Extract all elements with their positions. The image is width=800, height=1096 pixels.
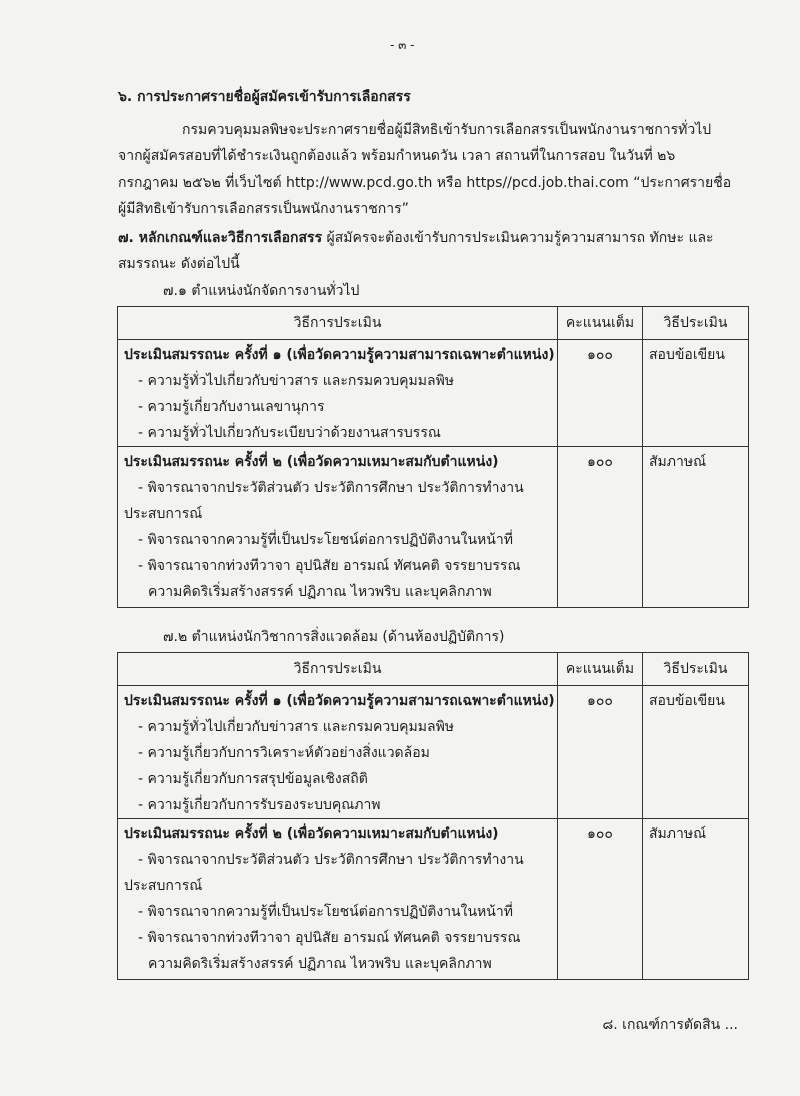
- row-item: ประสบการณ์: [124, 506, 203, 522]
- section-6-heading: ๖. การประกาศรายชื่อผู้สมัครเข้ารับการเลือกสรร: [118, 89, 411, 105]
- row-item: ความคิดริเริ่มสร้างสรรค์ ปฏิภาณ ไหวพริบ และบุคลิกภาพ: [148, 956, 492, 972]
- row-method: สัมภาษณ์: [649, 826, 707, 842]
- row-method: สอบข้อเขียน: [649, 347, 725, 363]
- table-header-row: [118, 653, 749, 686]
- section-7-text: ผู้สมัครจะต้องเข้ารับการประเมินความรู้ความสามารถ ทักษะ และ: [322, 230, 714, 246]
- section-7-line: สมรรถนะ ดังต่อไปนี้: [118, 256, 240, 272]
- table-header-row: [118, 307, 749, 340]
- table-7-2: [117, 652, 749, 980]
- section-6-line: จากผู้สมัครสอบที่ได้ชำระเงินถูกต้องแล้ว พร้อมกำหนดวัน เวลา สถานที่ในการสอบ ในวันที่ ๒๖: [118, 148, 676, 164]
- row-item: - พิจารณาจากท่วงทีวาจา อุปนิสัย อารมณ์ ทัศนคติ จรรยาบรรณ: [138, 558, 521, 574]
- row-item: - ความรู้ทั่วไปเกี่ยวกับข่าวสาร และกรมควบคุมมลพิษ: [138, 719, 455, 735]
- header-type: วิธีประเมิน: [643, 653, 749, 686]
- table-row: [118, 819, 749, 980]
- row-item: ความคิดริเริ่มสร้างสรรค์ ปฏิภาณ ไหวพริบ และบุคลิกภาพ: [148, 584, 492, 600]
- next-section-note: ๘. เกณฑ์การตัดสิน ...: [602, 1017, 738, 1033]
- section-6-line: กรกฎาคม ๒๕๖๒ ที่เว็บไซต์ http://www.pcd.go.th หรือ https//pcd.job.thai.com “ประกาศรายชื่อ: [118, 175, 732, 191]
- row-item: - ความรู้ทั่วไปเกี่ยวกับระเบียบว่าด้วยงานสารบรรณ: [138, 425, 441, 441]
- header-type: วิธีประเมิน: [643, 307, 749, 340]
- row-item: ประสบการณ์: [124, 878, 203, 894]
- row-item: - ความรู้เกี่ยวกับการสรุปข้อมูลเชิงสถิติ: [138, 771, 368, 787]
- header-method: วิธีการประเมิน: [118, 653, 558, 686]
- row-item: - ความรู้ทั่วไปเกี่ยวกับข่าวสาร และกรมควบคุมมลพิษ: [138, 373, 455, 389]
- row-score: ๑๐๐: [587, 826, 613, 842]
- row-item: - พิจารณาจากความรู้ที่เป็นประโยชน์ต่อการปฏิบัติงานในหน้าที่: [138, 904, 513, 920]
- section-7-intro: [118, 225, 714, 252]
- header-score: คะแนนเต็ม: [558, 307, 643, 340]
- table-row: [118, 340, 749, 447]
- row-item: - พิจารณาจากประวัติส่วนตัว ประวัติการศึกษา ประวัติการทำงาน: [138, 480, 524, 496]
- row-item: - พิจารณาจากท่วงทีวาจา อุปนิสัย อารมณ์ ทัศนคติ จรรยาบรรณ: [138, 930, 521, 946]
- header-score: คะแนนเต็ม: [558, 653, 643, 686]
- row-method: สัมภาษณ์: [649, 454, 707, 470]
- row-item: - พิจารณาจากประวัติส่วนตัว ประวัติการศึกษา ประวัติการทำงาน: [138, 852, 524, 868]
- row-title: ประเมินสมรรถนะ ครั้งที่ ๑ (เพื่อวัดความรู้ความสามารถเฉพาะตำแหน่ง): [124, 347, 555, 363]
- row-score: ๑๐๐: [587, 693, 613, 709]
- table-row: [118, 447, 749, 608]
- row-title: ประเมินสมรรถนะ ครั้งที่ ๒ (เพื่อวัดความเหมาะสมกับตำแหน่ง): [124, 826, 499, 842]
- table-row: [118, 686, 749, 819]
- header-method: วิธีการประเมิน: [118, 307, 558, 340]
- row-item: - พิจารณาจากความรู้ที่เป็นประโยชน์ต่อการปฏิบัติงานในหน้าที่: [138, 532, 513, 548]
- row-item: - ความรู้เกี่ยวกับการวิเคราะห์ตัวอย่างสิ่งแวดล้อม: [138, 745, 430, 761]
- row-score: ๑๐๐: [587, 454, 613, 470]
- table-7-1: [117, 306, 749, 608]
- row-method: สอบข้อเขียน: [649, 693, 725, 709]
- row-title: ประเมินสมรรถนะ ครั้งที่ ๑ (เพื่อวัดความรู้ความสามารถเฉพาะตำแหน่ง): [124, 693, 555, 709]
- page-number: - ๓ -: [390, 38, 415, 52]
- section-6-line: กรมควบคุมมลพิษจะประกาศรายชื่อผู้มีสิทธิเข้ารับการเลือกสรรเป็นพนักงานราชการทั่วไป: [182, 122, 712, 138]
- section-6-line: ผู้มีสิทธิเข้ารับการเลือกสรรเป็นพนักงานราชการ”: [118, 201, 409, 217]
- row-item: - ความรู้เกี่ยวกับงานเลขานุการ: [138, 399, 325, 415]
- row-title: ประเมินสมรรถนะ ครั้งที่ ๒ (เพื่อวัดความเหมาะสมกับตำแหน่ง): [124, 454, 499, 470]
- table2-caption: ๗.๒ ตำแหน่งนักวิชาการสิ่งแวดล้อม (ด้านห้องปฏิบัติการ): [163, 629, 505, 645]
- row-item: - ความรู้เกี่ยวกับการรับรองระบบคุณภาพ: [138, 797, 381, 813]
- section-7-heading: ๗. หลักเกณฑ์และวิธีการเลือกสรร: [118, 230, 323, 246]
- row-score: ๑๐๐: [587, 347, 613, 363]
- table1-caption: ๗.๑ ตำแหน่งนักจัดการงานทั่วไป: [163, 283, 360, 299]
